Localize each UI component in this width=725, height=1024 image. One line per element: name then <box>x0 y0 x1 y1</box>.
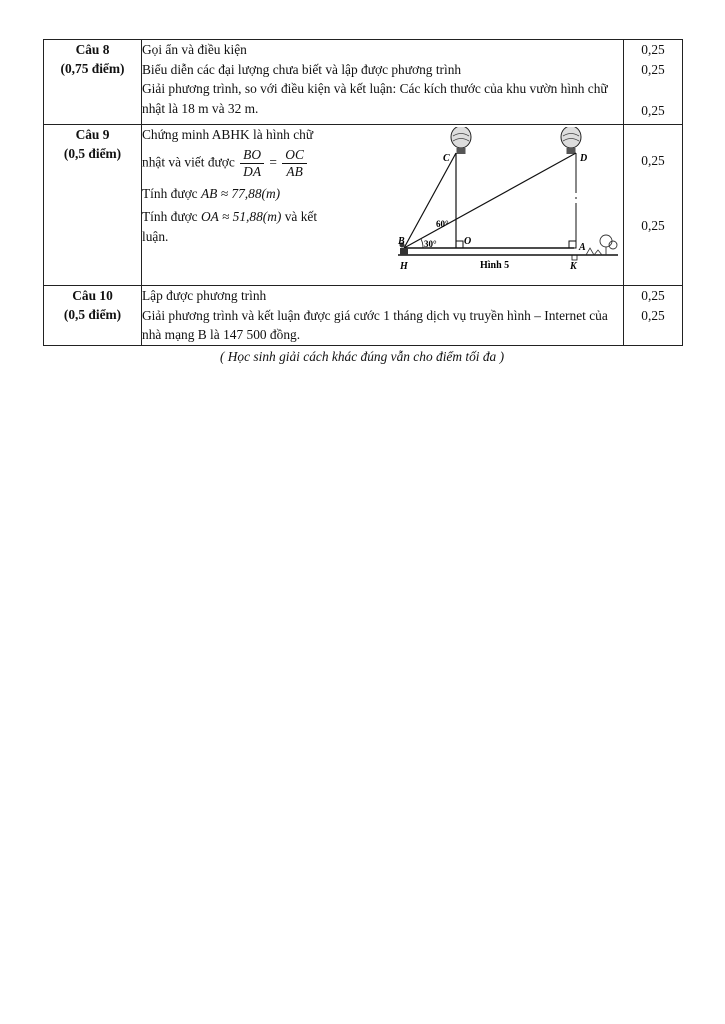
ratio-prefix: nhật và viết được <box>142 154 235 170</box>
score-cell <box>624 286 683 346</box>
score-value: 0,25 <box>641 217 665 233</box>
question-cell <box>44 40 142 125</box>
fraction-oc-ab <box>282 147 307 180</box>
score-cell <box>624 125 683 286</box>
question-points: (0,5 điểm) <box>63 146 122 161</box>
fraction-bo-da <box>240 147 264 180</box>
grading-table <box>43 39 683 346</box>
grading-sheet <box>43 39 681 346</box>
fraction-denominator: DA <box>243 163 262 179</box>
score-value: 0,25 <box>641 307 665 323</box>
content-cell <box>142 40 624 125</box>
question-cell <box>44 125 142 286</box>
angle-label-60: 60° <box>436 219 449 229</box>
label-b: B <box>398 236 405 247</box>
footnote: ( Học sinh giải cách khác đúng vẫn cho điểm tối đa ) <box>219 349 505 364</box>
equals-sign: = <box>269 154 277 170</box>
calc-oa: OA ≈ 51,88(m) <box>200 209 282 224</box>
label-d: D <box>580 153 588 164</box>
score-value: 0,25 <box>641 288 665 303</box>
calc-suffix: và kết <box>284 209 318 224</box>
calc-ab: AB ≈ 77,88(m) <box>200 185 281 201</box>
fraction-numerator: OC <box>282 147 307 164</box>
score-value: 0,25 <box>641 61 665 77</box>
content-cell <box>142 286 624 346</box>
content-cell <box>142 125 624 286</box>
question-cell <box>44 286 142 346</box>
fraction-denominator: AB <box>286 163 303 179</box>
question-label: Câu 10 <box>72 288 113 303</box>
content-line: Lập được phương trình <box>142 288 267 303</box>
figure-caption: Hình 5 <box>480 260 510 271</box>
content-line: Giải phương trình và kết luận được giá cước 1 tháng dịch vụ truyền hình – Internet của nhà mạng B là 147 500 đồng. <box>142 307 608 342</box>
label-c: C <box>443 153 450 164</box>
content-line: Chứng minh ABHK là hình chữ <box>142 127 314 142</box>
question-points: (0,75 điểm) <box>60 61 125 76</box>
calc-prefix: Tính được <box>142 209 198 224</box>
score-value: 0,25 <box>641 153 665 168</box>
table-row-question-8 <box>44 40 683 125</box>
score-cell <box>624 40 683 125</box>
content-line <box>142 184 623 204</box>
right-angle-k <box>572 255 577 260</box>
calc-prefix: Tính được <box>142 185 198 201</box>
content-line: Giải phương trình, so với điều kiện và kết luận: Các kích thước của khu vườn hình chữ nhật là 18 m và 32 m. <box>142 81 608 116</box>
content-line: luận. <box>142 228 169 244</box>
score-value: 0,25 <box>641 42 665 57</box>
content-line: Gọi ẩn và điều kiện <box>142 42 247 57</box>
angle-label-30: 30° <box>424 239 437 249</box>
score-value: 0,25 <box>641 103 665 118</box>
question-label: Câu 8 <box>75 42 110 57</box>
label-k: K <box>570 261 577 272</box>
question-label: Câu 9 <box>75 127 110 142</box>
content-line-ratio <box>142 147 623 180</box>
content-line <box>142 207 623 227</box>
content-line: Biểu diễn các đại lượng chưa biết và lập được phương trình <box>142 61 462 77</box>
label-o: O <box>464 236 472 247</box>
label-h: H <box>400 261 408 272</box>
table-row-question-9 <box>44 125 683 286</box>
label-a: A <box>579 242 586 253</box>
table-row-question-10 <box>44 286 683 346</box>
question-points: (0,5 điểm) <box>63 307 122 322</box>
fraction-numerator: BO <box>240 147 264 164</box>
